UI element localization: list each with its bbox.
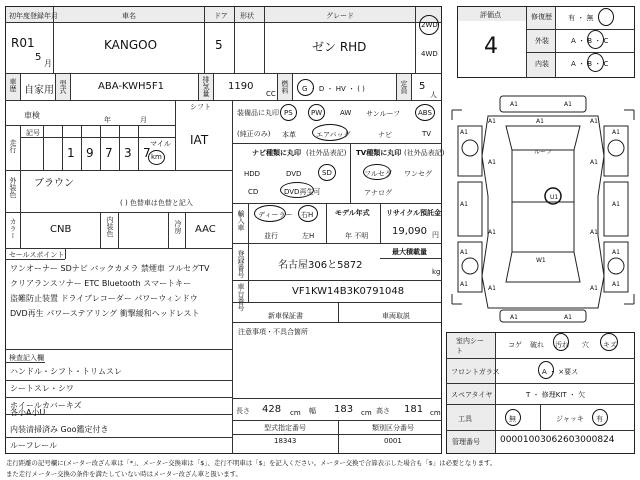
recycle-value: 19,090 [392, 226, 427, 237]
equipment-title: 装備品に丸印 [237, 109, 279, 117]
capacity: 5 [419, 81, 426, 92]
mark-16: W1 [536, 257, 546, 264]
displacement: 1190 [228, 81, 254, 92]
seat-label: 室内シート [456, 337, 484, 355]
exterior-circle [587, 30, 604, 49]
first-reg-label: 初年度登録年月 [9, 12, 58, 20]
mark-20: A1 [460, 281, 468, 288]
sales-line-4: DVD再生 パワーステアリング 衝撃緩和ヘッドレスト [10, 309, 200, 318]
height-cm: cm [430, 409, 441, 417]
navi-dvd-play: DVD再生可 [284, 188, 321, 196]
mark-18: A1 [488, 285, 496, 292]
footer-line-1: 走行距離の記号欄に(メーター改ざん車は「*」、メーター交換車は「$」、走行不明車は「$」を記入ください。メーター交換で合算表示した場合も「$」は必要となります。 [6, 459, 497, 467]
model-year-label: モデル年式 [335, 209, 370, 217]
front-glass-label: フロントガラス [451, 368, 500, 376]
interior-options: A ・ B ・ C [571, 60, 609, 68]
mark-3: A1 [488, 118, 496, 125]
navi-note: (社外品表記) [306, 149, 347, 157]
navi-sd: SD [322, 169, 332, 177]
car-damage-diagram [448, 86, 638, 326]
mark-5: A1 [536, 118, 544, 125]
width-label: 幅 [309, 407, 316, 415]
tv-title: TV種類に丸印 [356, 149, 402, 157]
jack: 有 [596, 415, 603, 423]
tv-fullseg: フルセグ [364, 170, 392, 178]
mark-22: A1 [510, 314, 518, 321]
exterior-label: 外装 [535, 37, 549, 45]
exterior-color: ブラウン [34, 178, 74, 189]
plate-label: 登録番号 [237, 250, 245, 278]
interior-circle [587, 53, 604, 72]
mark-6: A1 [460, 129, 468, 136]
class: 0001 [384, 437, 402, 445]
navi-cd: CD [248, 188, 259, 196]
mgmt-number: 00001003062603000824 [500, 435, 615, 445]
mileage-digit-2: 9 [86, 146, 94, 160]
mark-14: A1 [460, 249, 468, 256]
shape-label: 形状 [240, 12, 254, 20]
import-left-h: 左H [302, 232, 315, 240]
plate: 名古屋306と5872 [278, 260, 363, 271]
doors-label: ドア [214, 12, 228, 20]
import-right-h: 右H [301, 211, 314, 219]
tv-oneseg: ワンセグ [404, 170, 432, 178]
inspector-label: 検査記入欄 [9, 354, 44, 362]
model: ABA-KWH5F1 [98, 81, 165, 92]
sales-line-3: 盗難防止装置 ドライブレコーダー パワーウィンドウ [10, 294, 198, 303]
mark-8: A1 [488, 159, 496, 166]
drive-2wd: 2WD [421, 21, 438, 29]
footer-line-2: また走行メーター交換の条件を満たしていない時はメーター改ざん車と扱います。 [6, 470, 242, 478]
manual: 車両取説 [382, 312, 410, 320]
height: 181 [404, 404, 424, 415]
mark-15: A1 [612, 249, 620, 256]
shift-label: シフト [190, 103, 211, 111]
equip-ps: PS [284, 109, 293, 117]
equip-airbag: エアバッグ [316, 131, 351, 139]
mark-1: A1 [510, 101, 518, 108]
navi-title: ナビ種類に丸印 [252, 149, 301, 157]
shift: IAT [190, 133, 209, 147]
shaken-year: 年 [104, 116, 111, 124]
mark-21: A1 [612, 281, 620, 288]
seat-ana: 穴 [582, 341, 589, 349]
equip-leather: 本革 [282, 131, 296, 139]
mark-23: A1 [564, 314, 572, 321]
equip-aw: AW [340, 109, 352, 117]
remark-line-1: ハンドル・シフト・トリムスレ [10, 367, 122, 376]
equipment-subtitle: (純正のみ) [237, 130, 271, 138]
equip-abs: ABS [418, 109, 432, 117]
tv-note: (社外品表記) [404, 149, 445, 157]
tools: 無 [509, 415, 516, 423]
height-label: 高さ [376, 407, 390, 415]
digits-label: 記号 [26, 129, 40, 137]
sales-points-label: セールスポイント [9, 251, 65, 259]
max-load-label: 最大積載量 [392, 248, 427, 256]
person-unit: 人 [430, 91, 437, 99]
length-label: 長さ [236, 407, 250, 415]
repair-circle [598, 8, 614, 26]
displacement-label: 排気量 [202, 76, 210, 97]
model-spec-label: 型式指定番号 [264, 424, 306, 432]
use-label: 車歴 [9, 78, 17, 92]
remark-line-3: ホイールカバーキズ [10, 401, 82, 410]
mgmt-label: 管理番号 [452, 438, 480, 446]
car-name-label: 車名 [122, 12, 136, 20]
equip-sunroof: サンルーフ [366, 110, 401, 118]
yen-unit: 円 [432, 231, 439, 239]
sales-line-2: クリアランスソナー ETC Bluetooth スマートキー [10, 279, 192, 288]
car-name: KANGOO [104, 38, 158, 52]
mileage-digit-1: 1 [67, 146, 75, 160]
seat-yogore: 汚れ [555, 341, 569, 349]
mark-2: A1 [564, 101, 572, 108]
import-parallel: 並行 [264, 232, 278, 240]
spare: T ・ 修理KIT ・ 欠 [526, 391, 586, 399]
navi-hdd: HDD [244, 170, 261, 178]
note-label: 注意事項・不具合箇所 [238, 328, 308, 336]
mileage-label: 走行 [9, 139, 17, 153]
remark-line-6: ルーフレール [10, 441, 58, 450]
seat-yabure: 破れ [530, 341, 544, 349]
capacity-label: 定員 [400, 80, 408, 94]
tv-analog: アナログ [364, 189, 392, 197]
repair-label: 修復歴 [531, 13, 552, 21]
mark-10: A1 [460, 201, 468, 208]
aircon-label: 冷房 [174, 220, 182, 234]
navi-dvd: DVD [286, 170, 302, 178]
model-spec: 18343 [274, 437, 297, 445]
score-label: 評価点 [480, 11, 501, 19]
interior-label: 内装 [535, 60, 549, 68]
interior-color-label: 内装色 [106, 216, 114, 237]
import-label: 輸入車 [237, 210, 245, 231]
class-label: 類別区分番号 [372, 424, 414, 432]
mark-11: A1 [612, 201, 620, 208]
length-cm: cm [290, 409, 301, 417]
seat-koge: コゲ [508, 341, 522, 349]
mark-19: A1 [590, 285, 598, 292]
score: 4 [484, 34, 498, 59]
equip-navi: ナビ [378, 131, 392, 139]
recycle-label: リサイクル預託金 [386, 209, 442, 217]
first-reg-year: R01 [11, 36, 35, 50]
width-cm: cm [361, 409, 372, 417]
front-glass: A ・ ×要ス [542, 368, 579, 376]
length: 428 [262, 404, 282, 415]
fuel-label: 燃料 [281, 80, 289, 94]
km-label: km [151, 153, 162, 161]
mileage-digit-3: 7 [105, 146, 113, 160]
exterior-color-label: 外装色 [9, 177, 17, 198]
mark-9: A1 [590, 159, 598, 166]
month-unit: 月 [44, 59, 52, 68]
mileage-digit-5: 7 [143, 146, 151, 160]
color-code-label: カラー [9, 218, 17, 239]
remark-line-2: シートスレ・シワ [10, 384, 74, 393]
mileage-digit-4: 3 [124, 146, 132, 160]
remark-line-4: 各小A小U [10, 408, 46, 417]
equip-tv: TV [422, 130, 432, 138]
mile-label: マイル [150, 140, 171, 148]
first-reg-month: 5 [35, 52, 42, 63]
grade-label: グレード [326, 12, 354, 20]
mark-7: A1 [612, 129, 620, 136]
exterior-options: A ・ B ・ C [571, 37, 609, 45]
remark-line-5: 内装清掃済み Goo鑑定付き [10, 425, 109, 434]
drive-4wd: 4WD [421, 50, 438, 58]
model-label: 型式 [59, 80, 67, 94]
mark-4: A1 [590, 118, 598, 125]
color-change-note: ( ) 色替車は色替と記入 [120, 199, 193, 207]
doors: 5 [215, 38, 223, 52]
sales-line-1: ワンオーナー SDナビ バックカメラ 禁煙車 フルセグTV [10, 264, 210, 273]
mark-12: A1 [488, 229, 496, 236]
aircon: AAC [195, 224, 216, 235]
fuel-options: G ・ D ・ HV ・ ( ) [302, 85, 365, 93]
shaken-month: 月 [140, 116, 147, 124]
mark-13: A1 [590, 229, 598, 236]
new-car-warranty: 新車保証書 [268, 312, 303, 320]
import-dealer: ディーラー [258, 211, 293, 219]
diagram-center: ルーフ [534, 149, 552, 156]
shaken-label: 車検 [24, 111, 40, 120]
vin-label: 車台番号 [237, 283, 245, 311]
use: 自家用 [24, 85, 54, 96]
tools-label: 工具 [458, 415, 472, 423]
color-code: CNB [50, 224, 72, 235]
vin: VF1KW14B3K0791048 [292, 286, 405, 297]
kg-unit: kg [432, 268, 441, 276]
repair-options: 有 ・ 無 [568, 14, 594, 22]
grade: ゼン RHD [312, 40, 367, 54]
seat-kizu: キズ [603, 341, 617, 349]
mark-17: U1 [550, 194, 559, 201]
equip-pw: PW [311, 109, 323, 117]
spare-label: スペアタイヤ [451, 391, 493, 399]
cc-unit: CC [266, 90, 276, 98]
model-year-value: 年 不明 [345, 232, 369, 240]
jack-label: ジャッキ [556, 415, 584, 423]
width: 183 [334, 404, 354, 415]
